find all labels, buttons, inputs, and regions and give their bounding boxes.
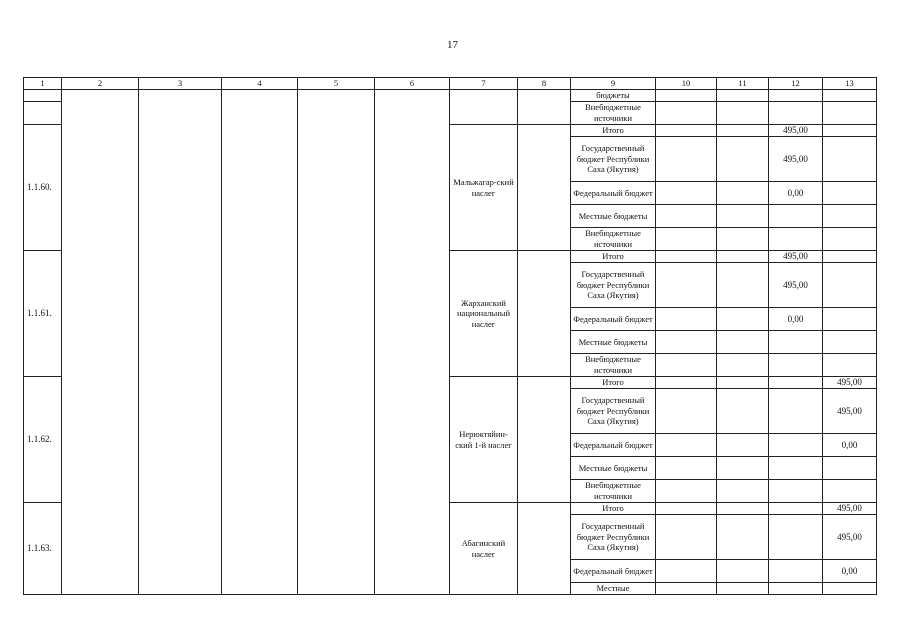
col10-cell: [656, 331, 717, 354]
col12-cell: 0,00: [769, 308, 823, 331]
col8-cell: [518, 90, 571, 125]
col11-cell: [717, 137, 769, 182]
source-cell: Федеральный бюджет: [571, 182, 656, 205]
col12-cell: [769, 90, 823, 102]
col10-cell: [656, 308, 717, 331]
column-header: 2: [62, 78, 139, 90]
col13-cell: [823, 331, 877, 354]
source-cell: Местные бюджеты: [571, 205, 656, 228]
merged-cell-col3: [139, 90, 222, 595]
col10-cell: [656, 137, 717, 182]
col13-cell: [823, 583, 877, 595]
col10-cell: [656, 583, 717, 595]
col11-cell: [717, 205, 769, 228]
source-cell: Государственный бюджет Республики Саха (Якутия): [571, 515, 656, 560]
col11-cell: [717, 515, 769, 560]
source-cell: Внебюджетные источники: [571, 354, 656, 377]
col12-cell: 495,00: [769, 263, 823, 308]
source-cell: Итого: [571, 251, 656, 263]
source-cell: Федеральный бюджет: [571, 308, 656, 331]
source-cell: Государственный бюджет Республики Саха (Якутия): [571, 263, 656, 308]
col10-cell: [656, 182, 717, 205]
column-header: 12: [769, 78, 823, 90]
col12-cell: [769, 457, 823, 480]
col11-cell: [717, 228, 769, 251]
column-header: 9: [571, 78, 656, 90]
col10-cell: [656, 102, 717, 125]
source-cell: Государственный бюджет Республики Саха (Якутия): [571, 137, 656, 182]
col12-cell: 495,00: [769, 251, 823, 263]
col10-cell: [656, 354, 717, 377]
source-cell: бюджеты: [571, 90, 656, 102]
column-header: 1: [24, 78, 62, 90]
col10-cell: [656, 389, 717, 434]
col12-cell: 495,00: [769, 125, 823, 137]
col11-cell: [717, 90, 769, 102]
col10-cell: [656, 205, 717, 228]
column-header: 5: [298, 78, 375, 90]
col13-cell: [823, 137, 877, 182]
col12-cell: [769, 354, 823, 377]
col12-cell: 495,00: [769, 137, 823, 182]
col12-cell: 0,00: [769, 182, 823, 205]
col13-cell: 495,00: [823, 503, 877, 515]
col13-cell: 495,00: [823, 515, 877, 560]
merged-cell-col5: [298, 90, 375, 595]
source-cell: Итого: [571, 125, 656, 137]
col8-cell: [518, 503, 571, 595]
source-cell: Итого: [571, 377, 656, 389]
col11-cell: [717, 503, 769, 515]
code-cell: [24, 102, 62, 125]
column-header: 7: [450, 78, 518, 90]
col11-cell: [717, 182, 769, 205]
source-cell: Внебюджетные источники: [571, 102, 656, 125]
source-cell: Государственный бюджет Республики Саха (Якутия): [571, 389, 656, 434]
column-header: 3: [139, 78, 222, 90]
col11-cell: [717, 434, 769, 457]
col11-cell: [717, 102, 769, 125]
col10-cell: [656, 377, 717, 389]
source-cell: Местные бюджеты: [571, 457, 656, 480]
col12-cell: [769, 331, 823, 354]
source-cell: Итого: [571, 503, 656, 515]
source-cell: Федеральный бюджет: [571, 560, 656, 583]
col10-cell: [656, 434, 717, 457]
budget-table: [23, 77, 877, 595]
col13-cell: [823, 251, 877, 263]
col12-cell: [769, 560, 823, 583]
col10-cell: [656, 480, 717, 503]
col13-cell: 495,00: [823, 377, 877, 389]
col13-cell: [823, 102, 877, 125]
col13-cell: [823, 263, 877, 308]
item-code: 1.1.60.: [24, 125, 62, 251]
col13-cell: [823, 354, 877, 377]
col11-cell: [717, 308, 769, 331]
col12-cell: [769, 503, 823, 515]
col8-cell: [518, 251, 571, 377]
col10-cell: [656, 228, 717, 251]
col10-cell: [656, 560, 717, 583]
table-row: [24, 90, 877, 102]
col13-cell: [823, 480, 877, 503]
col13-cell: [823, 90, 877, 102]
page-number: 17: [447, 39, 458, 51]
column-number-row: [24, 78, 877, 90]
col13-cell: 0,00: [823, 560, 877, 583]
item-name: Жарханский национальный наслег: [450, 251, 518, 377]
column-header: 4: [222, 78, 298, 90]
col13-cell: [823, 125, 877, 137]
col13-cell: [823, 457, 877, 480]
col12-cell: [769, 389, 823, 434]
col12-cell: [769, 583, 823, 595]
col12-cell: [769, 515, 823, 560]
col8-cell: [518, 125, 571, 251]
col13-cell: [823, 205, 877, 228]
col12-cell: [769, 480, 823, 503]
col12-cell: [769, 377, 823, 389]
col10-cell: [656, 457, 717, 480]
item-code: 1.1.61.: [24, 251, 62, 377]
col11-cell: [717, 251, 769, 263]
column-header: 13: [823, 78, 877, 90]
merged-cell-col6: [375, 90, 450, 595]
col13-cell: [823, 182, 877, 205]
col8-cell: [518, 377, 571, 503]
col11-cell: [717, 457, 769, 480]
col13-cell: [823, 228, 877, 251]
col13-cell: 0,00: [823, 434, 877, 457]
col11-cell: [717, 354, 769, 377]
col10-cell: [656, 263, 717, 308]
col11-cell: [717, 480, 769, 503]
col12-cell: [769, 228, 823, 251]
column-header: 10: [656, 78, 717, 90]
col13-cell: 495,00: [823, 389, 877, 434]
col11-cell: [717, 263, 769, 308]
col11-cell: [717, 560, 769, 583]
item-name: Нерюктяйин-ский 1-й наслег: [450, 377, 518, 503]
column-header: 11: [717, 78, 769, 90]
col10-cell: [656, 251, 717, 263]
merged-cell-col2: [62, 90, 139, 595]
item-name: Мальжагар-ский наслег: [450, 125, 518, 251]
column-header: 6: [375, 78, 450, 90]
col11-cell: [717, 389, 769, 434]
code-cell: [24, 90, 62, 102]
source-cell: Местные: [571, 583, 656, 595]
name-cell: [450, 90, 518, 125]
col10-cell: [656, 503, 717, 515]
col11-cell: [717, 377, 769, 389]
col13-cell: [823, 308, 877, 331]
col11-cell: [717, 583, 769, 595]
merged-cell-col4: [222, 90, 298, 595]
col10-cell: [656, 125, 717, 137]
item-code: 1.1.63.: [24, 503, 62, 595]
col11-cell: [717, 125, 769, 137]
source-cell: Внебюджетные источники: [571, 228, 656, 251]
col12-cell: [769, 102, 823, 125]
col10-cell: [656, 515, 717, 560]
col11-cell: [717, 331, 769, 354]
item-code: 1.1.62.: [24, 377, 62, 503]
source-cell: Местные бюджеты: [571, 331, 656, 354]
source-cell: Внебюджетные источники: [571, 480, 656, 503]
col12-cell: [769, 205, 823, 228]
source-cell: Федеральный бюджет: [571, 434, 656, 457]
col10-cell: [656, 90, 717, 102]
column-header: 8: [518, 78, 571, 90]
item-name: Абагинский наслег: [450, 503, 518, 595]
col12-cell: [769, 434, 823, 457]
